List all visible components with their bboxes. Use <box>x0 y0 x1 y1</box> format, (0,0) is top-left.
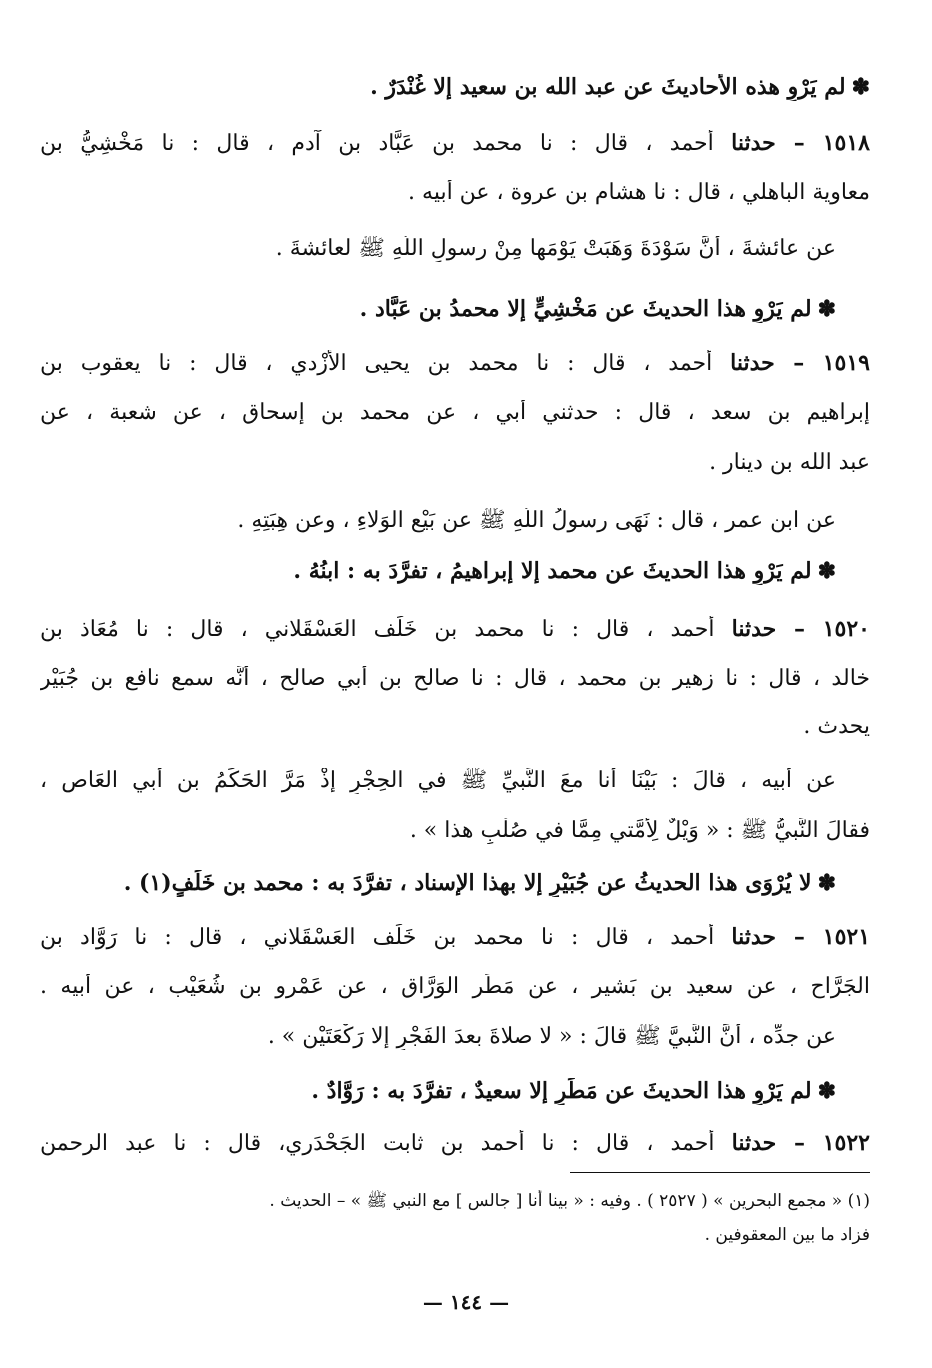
line-text: عبد الله بن دينار . <box>709 450 870 475</box>
text-line <box>40 450 870 476</box>
line-text: عن عائشةَ ، أَنَّ سَوْدَةَ وَهَبَتْ يَوْمَها مِنْ رسولِ اللَّهِ ﷺ لعائشةَ . <box>275 236 836 261</box>
text-line <box>40 1024 836 1050</box>
text-line <box>40 818 870 844</box>
text-line <box>40 296 836 323</box>
line-text: أحمد ، قال : نا محمد بن خَلَف العَسْقَلاني ، قال : نا مُعَاذ بن <box>40 617 715 642</box>
line-text: عن جدِّه ، أنَّ النَّبيَّ ﷺ قالَ : « لا صلاةَ بعدَ الفَجْرِ إلا رَكْعَتَيْنِ » . <box>267 1024 836 1049</box>
hadith-line <box>40 1130 870 1157</box>
commentary-text: لم يَرْوِ هذه الأحاديثَ عن عبد الله بن سعيد إلا غُنْدَرٌ . <box>370 74 846 100</box>
line-text: الجَرَّاح ، عن سعيد بن بَشير ، عن مَطَر الوَرَّاق ، عن عَمْرو بن شُعَيْب ، عن أبيه . <box>40 974 870 999</box>
text-line <box>40 870 836 897</box>
hadith-number: ١٥١٩ – حدثنا <box>730 350 870 376</box>
line-text: فقالَ النَّبيُّ ﷺ : « وَيْلٌ لِأُمَّتي مِمَّا في صُلْبِ هذا » . <box>409 818 870 843</box>
text-line <box>40 1078 836 1105</box>
footnote-line <box>40 1224 870 1246</box>
commentary-text: لم يَرْوِ هذا الحديثَ عن مَطَرٍ إلا سعيدٌ ، تفرَّدَ به : رَوَّادٌ . <box>311 1078 812 1104</box>
footnote-line <box>40 1190 870 1212</box>
line-text: إبراهيم بن سعد ، قال : حدثني أَبي ، عن محمد بن إسحاق ، عن شعبة ، عن <box>40 400 870 425</box>
line-text: أحمد ، قال : نا محمد بن خَلَف العَسْقَلاني ، قال : نا رَوَّاد بن <box>40 925 715 950</box>
text-line <box>40 508 836 534</box>
text-line <box>40 236 836 262</box>
hadith-line <box>40 350 870 377</box>
hadith-number: ١٥٢٢ – حدثنا <box>731 1130 870 1156</box>
line-text: عن ابن عمر ، قال : نَهَى رسولُ اللَّهِ ﷺ عن بَيْعِ الوَلاءِ ، وعن هِبَتِهِ . <box>237 508 836 533</box>
text-line <box>40 714 870 740</box>
text-line <box>40 666 870 692</box>
footnote-text: فزاد ما بين المعقوفين . <box>704 1225 870 1245</box>
text-line <box>40 400 870 426</box>
text-line <box>40 558 836 585</box>
star-marker: ✽ <box>817 1078 836 1104</box>
line-text: أحمد ، قال : نا محمد بن عَبَّاد بن آدم ، قال : نا مَخْشِيُّ بن <box>40 131 714 156</box>
line-text: أحمد ، قال : نا أحمد بن ثابت الجَحْدَري، قال : نا عبد الرحمن <box>40 1131 715 1156</box>
text-line <box>40 74 870 101</box>
hadith-number: ١٥٢١ – حدثنا <box>731 924 870 950</box>
hadith-line <box>40 616 870 643</box>
footnote-separator <box>570 1172 870 1173</box>
footnote-text: (١) « مجمع البحرين » ( ٢٥٢٧ ) . وفيه : « بينا أنا [ جالس ] مع النبي ﷺ » – الحديث . <box>269 1191 870 1211</box>
line-text: عن أبيه ، قالَ : بَيْنَا أنا معَ النَّبيِّ ﷺ في الحِجْرِ إذْ مَرَّ الحَكَمُ بن أبي العَاصِ ، <box>40 768 836 793</box>
commentary-text: لا يُرْوَى هذا الحديثُ عن جُبَيْرٍ إلا بهذا الإسناد ، تفرَّدَ به : محمد بن خَلَفٍ(١) . <box>123 870 812 896</box>
commentary-text: لم يَرْوِ هذا الحديثَ عن مَخْشِيٍّ إلا محمدُ بن عَبَّاد . <box>359 296 812 322</box>
line-text: أحمد ، قال : نا محمد بن يحيى الأَزْدي ، قال : نا يعقوب بن <box>40 351 713 376</box>
hadith-line <box>40 130 870 157</box>
star-marker: ✽ <box>817 296 836 322</box>
text-line <box>40 180 870 206</box>
star-marker: ✽ <box>851 74 870 100</box>
line-text: معاوية الباهلي ، قال : نا هشام بن عروة ، عن أبيه . <box>408 180 870 205</box>
text-line <box>40 768 836 794</box>
star-marker: ✽ <box>817 870 836 896</box>
commentary-text: لم يَرْوِ هذا الحديثَ عن محمد إلا إبراهيمُ ، تفرَّدَ به : ابنُهُ . <box>293 558 812 584</box>
star-marker: ✽ <box>817 558 836 584</box>
line-text: يحدث . <box>803 714 870 739</box>
hadith-line <box>40 924 870 951</box>
page-number: — ١٤٤ — <box>422 1290 510 1314</box>
hadith-number: ١٥١٨ – حدثنا <box>731 130 870 156</box>
text-line <box>40 974 870 1000</box>
hadith-number: ١٥٢٠ – حدثنا <box>731 616 870 642</box>
line-text: خالد ، قال : نا زهير بن محمد ، قال : نا صالح بن أبي صالح ، أنَّه سمع نافع بن جُبَيْر <box>40 666 870 691</box>
